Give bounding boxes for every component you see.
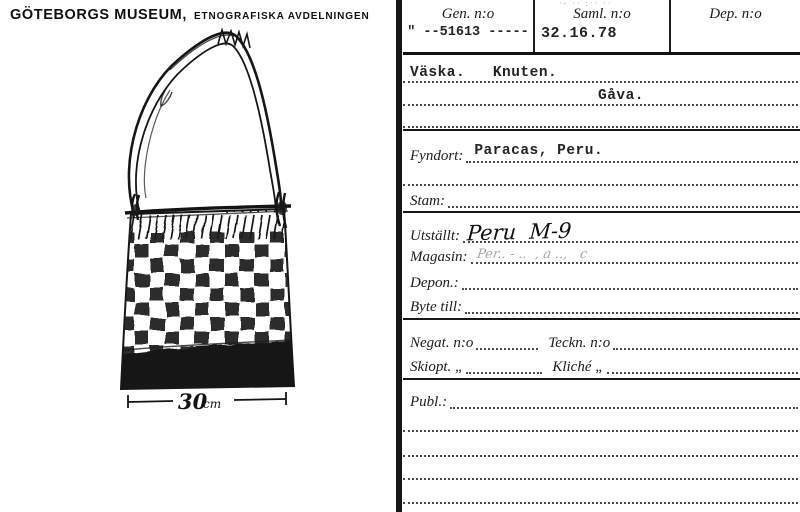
field-row-publ: [403, 381, 800, 409]
field-row-magasin: [403, 243, 800, 264]
field-row-utstallt: [403, 214, 800, 246]
dep-number-label: Dep. n:o: [709, 6, 762, 22]
bag-strap: [129, 30, 281, 214]
pencil-smudge: ·- ·· :·· ··: [559, 0, 613, 8]
section-divider: [403, 129, 800, 131]
field-row-depon: [403, 266, 800, 290]
object-name-value: Väska. Knuten.: [410, 65, 558, 81]
blank-line-row: [403, 104, 798, 128]
field-row-stam: [403, 184, 800, 208]
object-name-row: [403, 57, 798, 83]
byte-till-label: Byte till:: [410, 299, 463, 315]
field-row-byte-till: [403, 290, 800, 314]
acquisition-row: [403, 81, 798, 106]
section-divider: [403, 318, 800, 320]
blank-line-row: [403, 163, 798, 186]
stam-label: Stam:: [410, 193, 445, 209]
section-divider: [403, 378, 800, 380]
magasin-value: Per.. - .. , a .., c: [475, 247, 588, 262]
kliche-label: Kliché „: [552, 359, 604, 375]
depon-label: Depon.:: [410, 275, 459, 291]
skiopt-label: Skiopt. „: [410, 359, 464, 375]
bag-body: [116, 209, 298, 394]
blank-line-row: [403, 478, 798, 504]
blank-line-row: [403, 409, 798, 432]
museum-name: GÖTEBORGS MUSEUM,: [10, 7, 187, 23]
dep-number-cell: [669, 0, 800, 52]
field-row-fyndort: [403, 132, 800, 163]
museum-department: ETNOGRAFISKA AVDELNINGEN: [193, 11, 370, 22]
magasin-label: Magasin:: [410, 249, 468, 265]
blank-line-row: [403, 455, 798, 480]
scale-bar: [128, 389, 286, 414]
fyndort-value: Paracas, Peru.: [474, 143, 604, 159]
gen-number-value: " --51613 -----: [407, 25, 529, 40]
saml-number-value: 32.16.78: [541, 25, 618, 42]
gen-number-label: Gen. n:o: [441, 6, 495, 22]
bag-sketch: [50, 18, 330, 443]
fyndort-label: Fyndort:: [410, 148, 464, 164]
field-row-skiopt-kliche: [403, 350, 800, 374]
number-header-row: [403, 0, 800, 55]
teckn-label: Teckn. n:o: [548, 335, 611, 351]
scale-unit: cm: [203, 397, 222, 411]
gen-number-cell: [403, 0, 533, 52]
utstallt-label: Utställt:: [410, 228, 461, 244]
saml-number-cell: [533, 0, 669, 52]
utstallt-value: Peru M-9: [466, 218, 573, 246]
saml-number-label: Saml. n:o: [573, 6, 631, 22]
section-divider: [403, 211, 800, 213]
strap-hatching: [218, 30, 250, 48]
card-spine-line: [396, 0, 402, 512]
negat-label: Negat. n:o: [410, 335, 474, 351]
skiopt-line: [466, 369, 542, 374]
byte-till-line: [465, 309, 798, 314]
field-row-negat-teckn: [403, 321, 800, 350]
acquisition-value: Gåva.: [598, 88, 645, 104]
stam-line: [448, 203, 798, 208]
kliche-line: [607, 369, 798, 374]
catalog-form: [403, 0, 800, 512]
scale-value: 30: [178, 389, 208, 414]
magasin-line: [471, 247, 799, 264]
blank-line-row: [403, 430, 798, 457]
publ-label: Publ.:: [410, 394, 448, 410]
